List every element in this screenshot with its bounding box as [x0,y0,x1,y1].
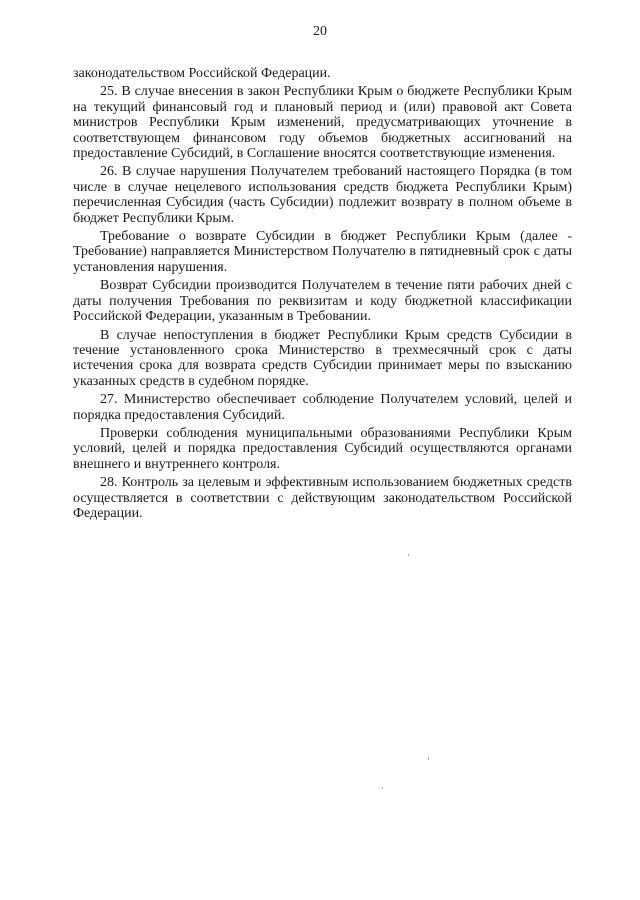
paragraph-27-inspections: Проверки соблюдения муниципальными образованиями Республики Крым условий, целей и порядка предоставления Субсидий осуществляются органами внешнего и внутреннего контроля. [73,425,572,472]
paragraph-27: 27. Министерство обеспечивает соблюдение Получателем условий, целей и порядка предоставления Субсидий. [73,392,572,423]
scan-speck [382,787,383,789]
scan-speck [428,757,429,760]
paragraph-26-requirement: Требование о возврате Субсидии в бюджет Республики Крым (далее - Требование) направляется Министерством Получателю в пятидневный срок с даты установления нарушения. [73,229,572,275]
paragraph-26-refund: Возврат Субсидии производится Получателем в течение пяти рабочих дней с даты получения Требования по реквизитам и коду бюджетной классификации Российской Федерации, указанным в Требовании. [73,278,572,325]
paragraph-26: 26. В случае нарушения Получателем требований настоящего Порядка (в том числе в случае нецелевого использования средств бюджета Республики Крым) перечисленная Субсидия (часть Субсидии) подлежит возврату в полном объеме в бюджет Республики Крым. [73,164,572,226]
document-body [73,66,572,524]
paragraph-28: 28. Контроль за целевым и эффективным использованием бюджетных средств осуществляется в соответствии с действующим законодательством Российской Федерации. [73,475,572,521]
scan-speck [408,554,409,556]
page-number: 20 [313,24,327,39]
paragraph-26-court: В случае непоступления в бюджет Республики Крым средств Субсидии в течение установленного срока Министерство в трехмесячный срок с даты истечения срока для возврата средств Субсидии принимает меры по взысканию указанных средств в судебном порядке. [73,327,572,389]
paragraph-continuation: законодательством Российской Федерации. [73,66,331,81]
paragraph-25: 25. В случае внесения в закон Республики Крым о бюджете Республики Крым на текущий финансовый год и плановый период и (или) правовой акт Совета министров Республики Крым изменений, предусматривающих уточнение в соответствующем финансовом году объемов бюджетных ассигнований на предоставление Субсидий, в Соглашение вносятся соответствующие изменения. [73,84,572,162]
